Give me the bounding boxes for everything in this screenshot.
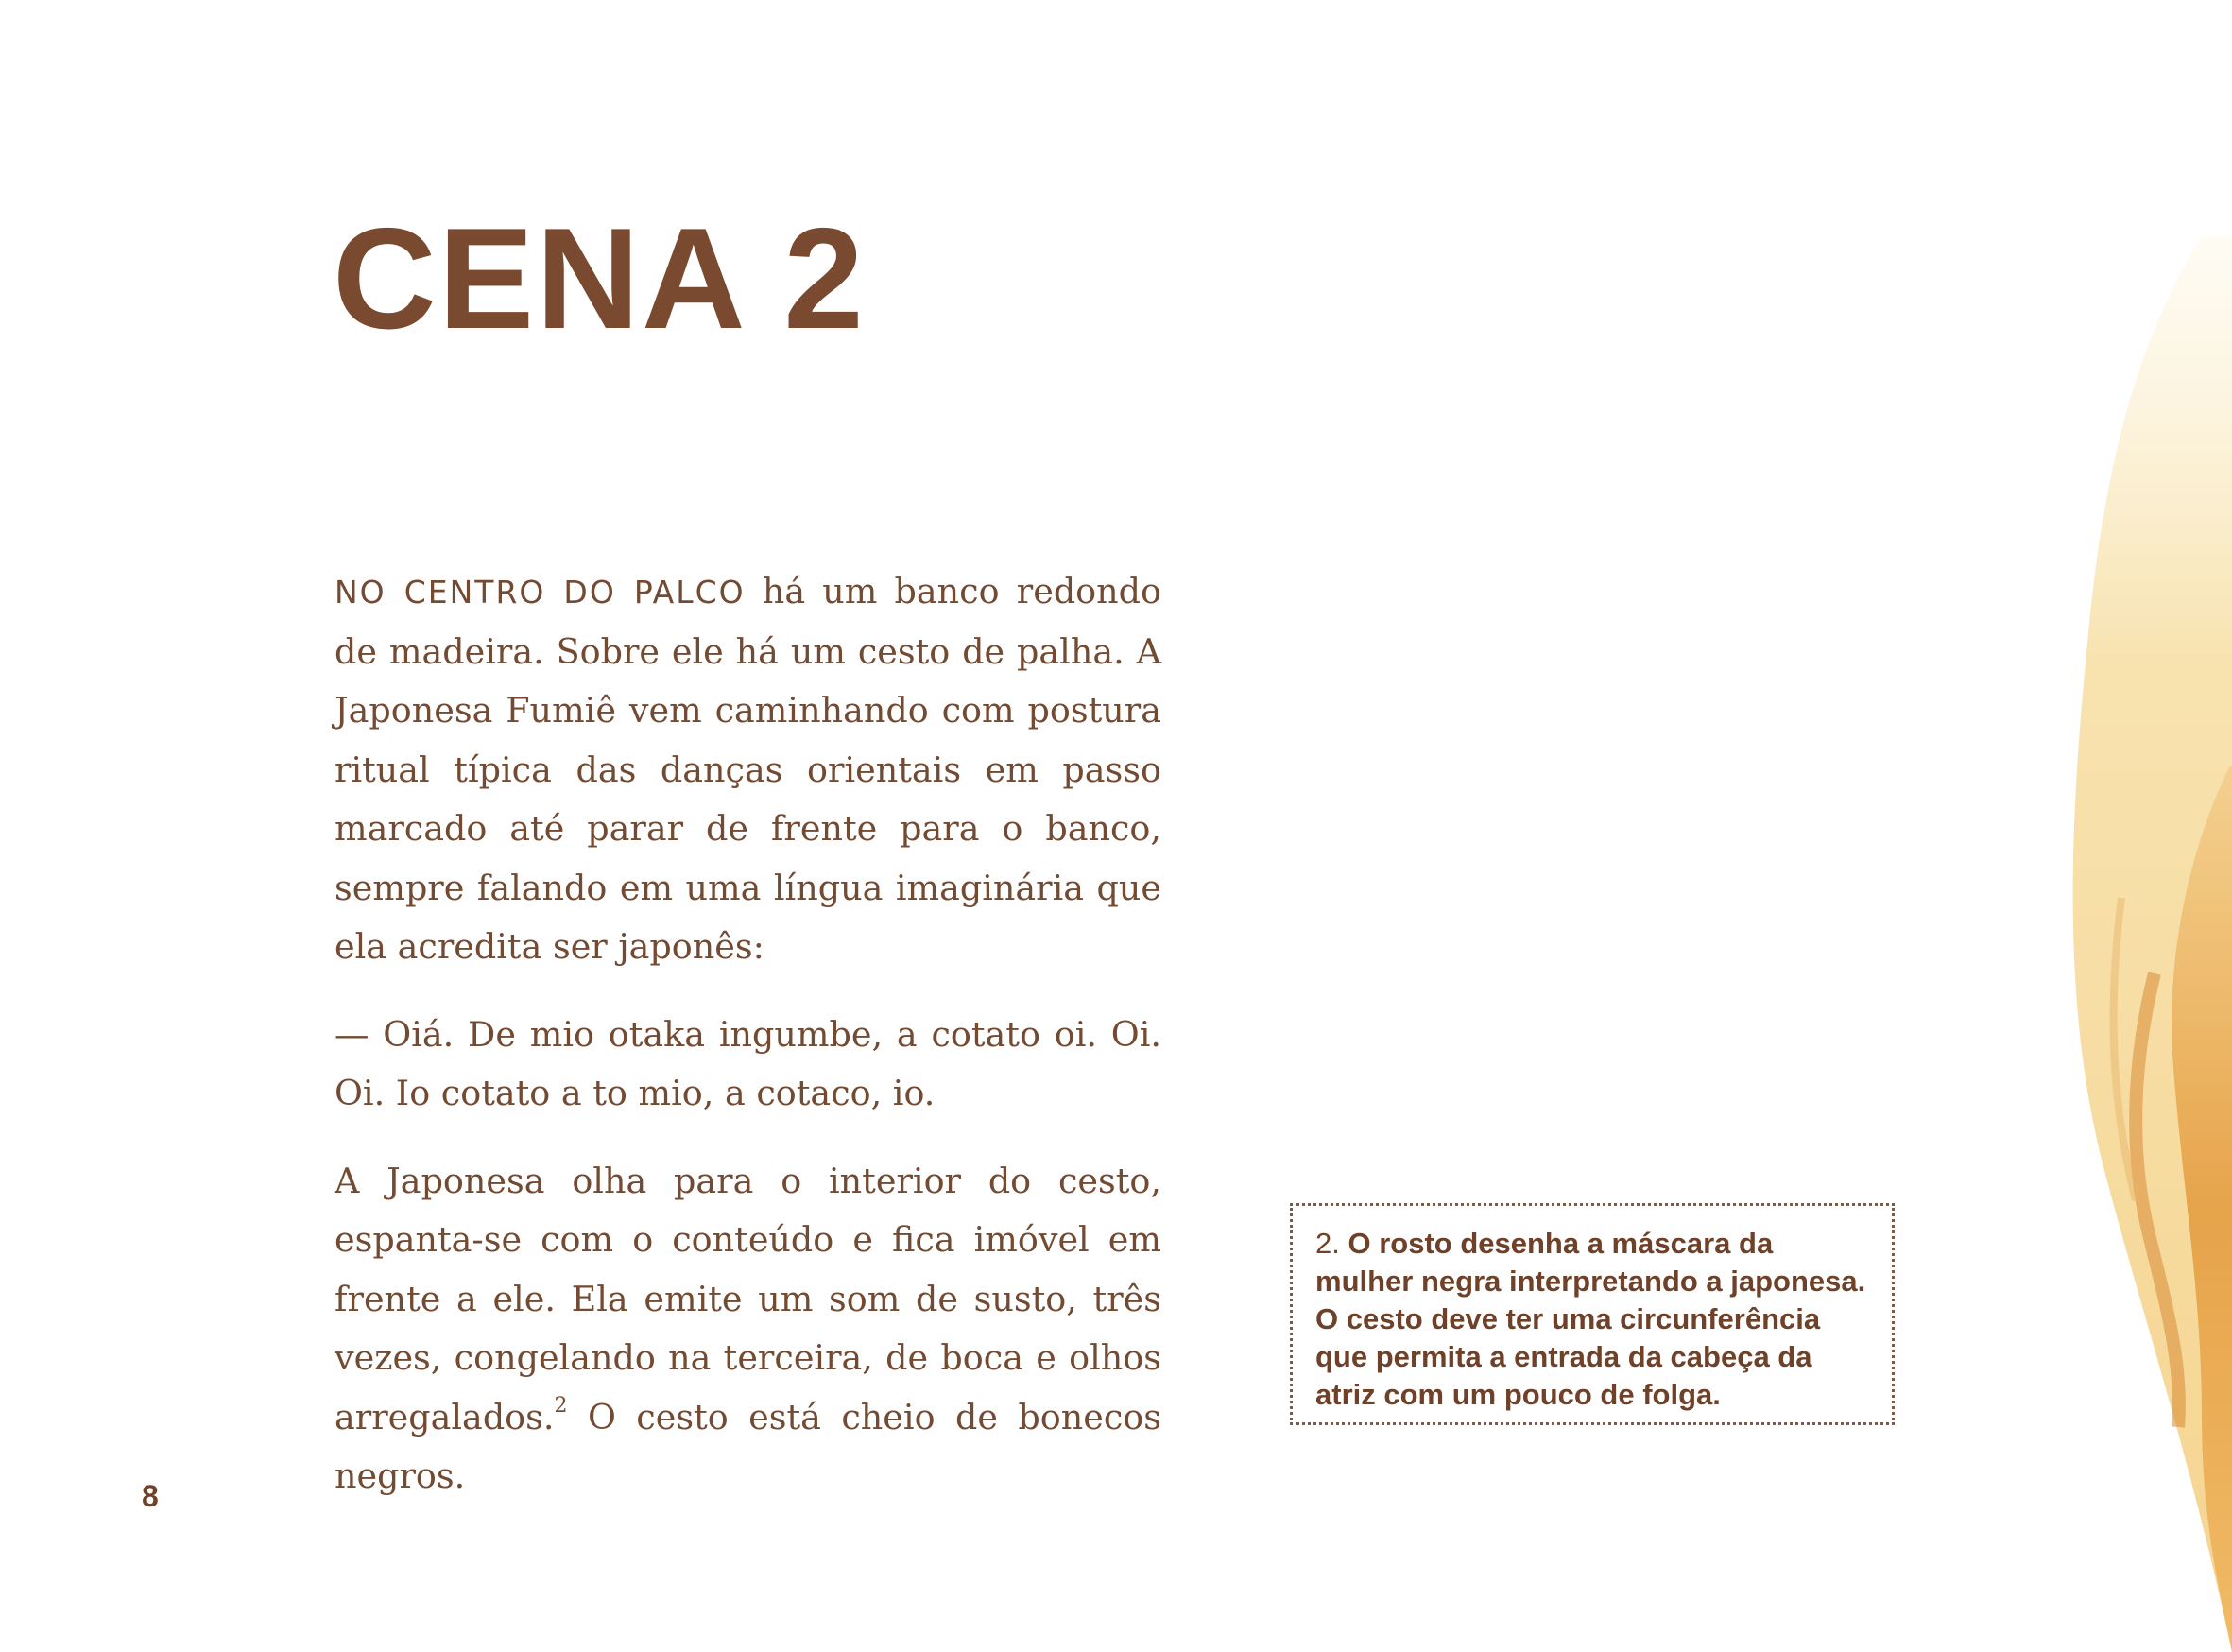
scene-title: CENA 2	[333, 198, 866, 359]
scene-body	[335, 562, 1161, 1535]
footnote-text: O rosto desenha a máscara da mulher negra interpretando a japonesa. O cesto deve ter uma circunferência que permita a entrada da cabeça da atriz com um pouco de folga.	[1315, 1227, 1866, 1411]
footnote-box	[1290, 1203, 1895, 1425]
paragraph-text-end: O cesto está cheio de bonecos negros.	[335, 1396, 1161, 1496]
watercolor-brush-stroke	[1918, 236, 2232, 1652]
paragraph-stage-direction	[335, 562, 1161, 977]
paragraph-lead-caps: NO CENTRO DO PALCO	[335, 574, 746, 611]
paragraph-stage-direction-2	[335, 1152, 1161, 1506]
paragraph-text: A Japonesa olha para o interior do cesto, espanta-se com o conteúdo e fica imóvel em frente a ele. Ela emite um som de susto, três vezes, congelando na terceira, de boca e olhos arregalados.	[335, 1160, 1161, 1437]
paragraph-dialogue: — Oiá. De mio otaka ingumbe, a cotato oi. Oi. Oi. Io cotato a to mio, a cotaco, io.	[335, 1013, 1161, 1113]
paragraph-text: há um banco redondo de madeira. Sobre ele há um cesto de palha. A Japonesa Fumiê vem caminhando com postura ritual típica das danças orientais em passo marcado até parar de frente para o banco, sempre falando em uma língua imaginária que ela acredita ser japonês:	[335, 571, 1161, 967]
page-number: 8	[142, 1479, 159, 1513]
footnote-reference[interactable]: 2	[554, 1393, 568, 1418]
footnote-number: 2.	[1315, 1227, 1340, 1260]
